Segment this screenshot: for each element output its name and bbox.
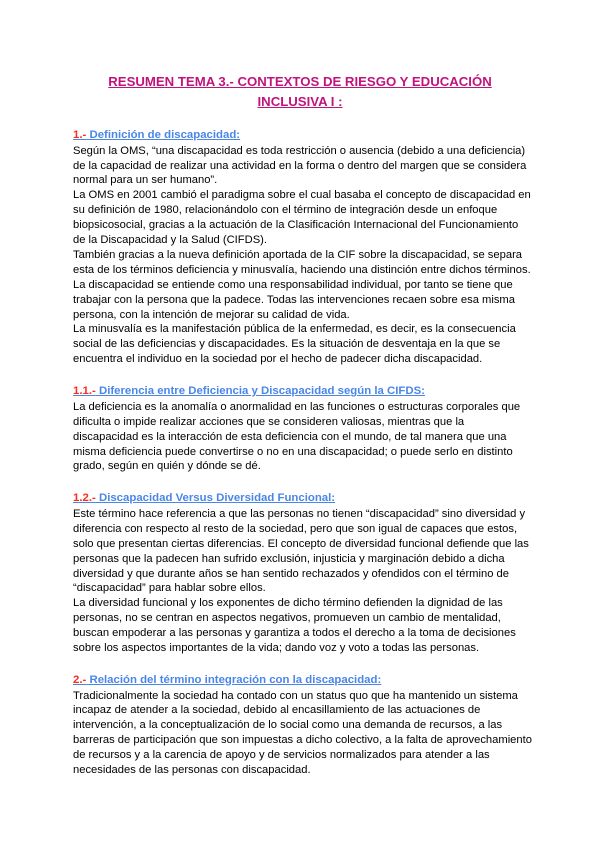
text-line: grado, según en quién y dónde se dé. xyxy=(73,460,261,473)
text-line: dificulta o impide realizar acciones que se consideren valiosas, mientras que la xyxy=(73,415,465,428)
text-line: También gracias a la nueva definición aportada de la CIF sobre la discapacidad, se separa xyxy=(73,248,523,261)
document-title xyxy=(60,72,540,112)
section-heading-label: Relación del término integración con la discapacidad: xyxy=(86,673,382,686)
text-line: persona, con la intención de mejorar su calidad de vida. xyxy=(73,308,350,321)
text-line: de recursos y a la carencia de apoyo y de servicios normalizados para atender a las xyxy=(73,749,490,762)
text-line: de la capacidad de realizar una actividad en la forma o dentro del margen que se considera xyxy=(73,159,527,172)
section-heading xyxy=(73,673,535,689)
section-heading-label: Discapacidad Versus Diversidad Funcional: xyxy=(95,492,336,505)
text-line: personas que la padecen han sufrido exclusión, injusticia y marginación debido a dicha xyxy=(73,552,505,565)
text-line: intervención, a la conceptualización de lo social como una demanda de recursos, a las xyxy=(73,719,503,732)
section-paragraph xyxy=(73,400,535,475)
text-line: necesidades de las personas con discapacidad. xyxy=(73,764,311,777)
text-line: La minusvalía es la manifestación pública de la enfermedad, es decir, es la consecuencia xyxy=(73,323,516,336)
section-paragraph xyxy=(73,507,535,656)
section-gap xyxy=(73,656,535,673)
text-line: solo que presentan ciertas diferencias. El concepto de diversidad funcional defiende que las xyxy=(73,537,529,550)
section-heading-label: Definición de discapacidad: xyxy=(86,129,241,141)
section-heading xyxy=(73,491,535,507)
text-line: buscan empoderar a las personas y garantiza a todos el derecho a la toma de decisiones xyxy=(73,627,516,640)
section-paragraph xyxy=(73,689,535,778)
text-line: personas, no se centran en aspectos negativos, promueven un cambio de mentalidad, xyxy=(73,612,501,625)
text-line: La diversidad funcional y los exponentes de dicho término defienden la dignidad de las xyxy=(73,597,503,610)
text-line: sobre los aspectos importantes de la vida; dando voz y voto a todas las personas. xyxy=(73,642,480,655)
title-line-1: RESUMEN TEMA 3.- CONTEXTOS DE RIESGO Y EDUCACIÓN xyxy=(108,74,492,89)
section-heading xyxy=(73,384,535,400)
text-line: diversidad y que durante años se han sentido rechazados y ofendidos con el término de xyxy=(73,567,509,580)
text-line: “discapacidad” para hablar sobre ellos. xyxy=(73,582,266,595)
title-line-2: INCLUSIVA I : xyxy=(257,94,343,109)
text-line: incapaz de atender a la sociedad, debido al encasillamiento de las actuaciones de xyxy=(73,704,481,717)
section-gap xyxy=(73,474,535,491)
text-line: su definición de 1980, relacionándolo con el término de integración desde un enfoque xyxy=(73,204,498,217)
text-line: biopsicosocial, gracias a la actuación de la Clasificación Internacional del Funcionamiento xyxy=(73,219,519,232)
section-2 xyxy=(73,384,535,474)
text-line: Este término hace referencia a que las personas no tienen “discapacidad” sino diversidad y xyxy=(73,507,526,520)
section-heading-label: Diferencia entre Deficiencia y Discapacidad según la CIFDS: xyxy=(95,385,425,398)
section-3 xyxy=(73,491,535,656)
document-body xyxy=(73,128,535,778)
section-number: 1.- xyxy=(73,129,87,141)
text-line: La deficiencia es la anomalía o anormalidad en las funciones o estructuras corporales que xyxy=(73,400,521,413)
section-paragraph xyxy=(73,144,535,368)
section-4 xyxy=(73,673,535,778)
text-line: Según la OMS, “una discapacidad es toda restricción o ausencia (debido a una deficiencia) xyxy=(73,144,526,157)
section-1 xyxy=(73,128,535,367)
text-line: de la Discapacidad y la Salud (CIFDS). xyxy=(73,234,268,247)
text-line: trabajar con la persona que la padece. Todas las intervenciones recaen sobre esa misma xyxy=(73,293,515,306)
text-line: La OMS en 2001 cambió el paradigma sobre el cual basaba el concepto de discapacidad en xyxy=(73,189,531,202)
text-line: social de las deficiencias y discapacidades. Es la situación de desventaja en la que se xyxy=(73,338,501,351)
section-heading xyxy=(73,128,535,144)
text-line: normal para un ser humano”. xyxy=(73,174,218,187)
text-line: Tradicionalmente la sociedad ha contado con un status quo que ha mantenido un sistema xyxy=(73,689,518,702)
text-line: misma deficiencia puede convertirse o no en una discapacidad; o puede serlo en distinto xyxy=(73,445,513,458)
section-number: 1.2.- xyxy=(73,492,96,505)
text-line: encuentra el individuo en la sociedad por el hecho de padecer dicha discapacidad. xyxy=(73,353,483,366)
section-number: 2.- xyxy=(73,673,87,686)
text-line: barreras de participación que son impuestas a dicho colectivo, a la falta de aprovechamiento xyxy=(73,734,532,747)
text-line: esta de los términos deficiencia y minusvalía, haciendo una distinción entre dichos términos. xyxy=(73,263,531,276)
section-number: 1.1.- xyxy=(73,385,96,398)
text-line: La discapacidad se entiende como una responsabilidad individual, por tanto se tiene que xyxy=(73,278,513,291)
text-line: discapacidad es la interacción de esta deficiencia con el mundo, de tal manera que una xyxy=(73,430,507,443)
text-line: diferencia con respecto al resto de la sociedad, pero que son igual de capaces que estos, xyxy=(73,522,518,535)
section-gap xyxy=(73,367,535,384)
